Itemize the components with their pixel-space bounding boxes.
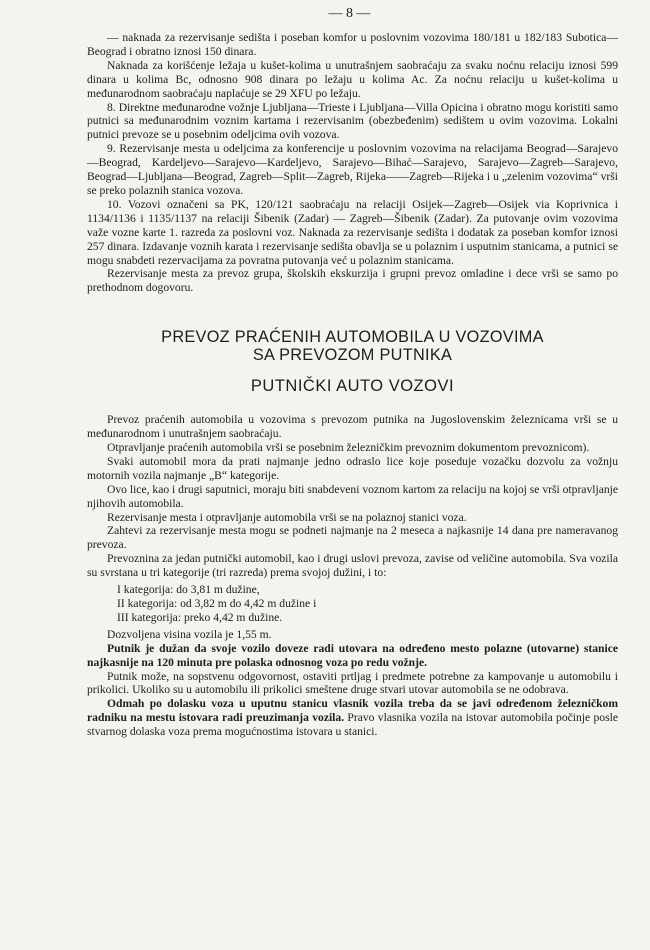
paragraph-group-reservations: Rezervisanje mesta za prevoz grupa, školskih ekskurzija i grupni prevoz omladine i dece vrši se samo po prethodnom dogovoru. (87, 267, 618, 295)
paragraph-point-10: 10. Vozovi označeni sa PK, 120/121 saobraćaju na relaciji Osijek—Zagreb—Osijek via Koprivnica i 1134/1136 i 1135/1137 na relaciji Šibenik (Zadar) — Zagreb—Šibenik (Zadar). Za putovanje ovim vozovima važe vozne karte 1. razreda za poslovni voz. Naknada za rezervisanje sedišta i dodatak za poseban komfor iznosi 257 dinara. Izdavanje voznih karata i rezervisanje sedišta obavlja se u polaznim i usputnim stanicama, a putnici se mogu snabdeti rezervacijama za povratna putovanja već u polaznim stanicama. (87, 197, 618, 267)
paragraph-utovar-bold: Putnik je dužan da svoje vozilo doveze radi utovara na određeno mesto polazne (utovarne) stanice najkasnije na 120 minuta pre polaska odnosnog voza po redu vožnje. (87, 641, 618, 669)
paragraph-point-9: 9. Rezervisanje mesta u odeljcima za konferencije u poslovnim vozovima na relacijama Beograd—Sarajevo—Beograd, Kardeljevo—Sarajevo—Kardeljevo, Sarajevo—Bihać—Sarajevo, Sarajevo—Zagreb—Sarajevo, Beograd—Ljubljana—Beograd, Zagreb—Split—Zagreb, Rijeka——Zagreb—Rijeka i u „zelenim vozovima“ vrši se preko polaznih stanica vozova. (87, 142, 618, 197)
paragraph-istovar (87, 697, 618, 739)
section-spacer (87, 295, 618, 329)
page-number: — 8 — (328, 6, 371, 21)
paragraph-prtljag: Putnik može, na sopstvenu odgovornost, ostaviti prtljag i predmete potrebne za kampovanje u automobilu i prikolici. Ukoliko su u automobilu ili prikolici smeštene druge stvari utovar automobila se ne odobrava. (87, 669, 618, 697)
category-item: II kategorija: od 3,82 m do 4,42 m dužine i (117, 597, 317, 610)
paragraph-prevoz-intro: Prevoz praćenih automobila u vozovima s prevozom putnika na Jugoslovenskim železnicama vrši se u međunarodnom i unutrašnjem saobraćaju. (87, 413, 618, 441)
paragraph-vozacka-dozvola: Svaki automobil mora da prati najmanje jedno odraslo lice koje poseduje vozačku dozvolu za vožnju motornih vozila najmanje „B“ kategorije. (87, 454, 618, 482)
subheading-auto-vozovi: PUTNIČKI AUTO VOZOVI (250, 377, 455, 396)
category-item: III kategorija: preko 4,42 m dužine. (117, 610, 283, 624)
istovar-bold-text: Odmah po dolasku voza u uputnu stanicu vlasnik vozila treba da se javi određenom železničkom radniku na mestu istovara radi preuzimanja vozila. (87, 697, 618, 725)
category-item: I kategorija: do 3,81 m dužine, (117, 583, 260, 597)
paragraph-zahtevi: Zahtevi za rezervisanje mesta mogu se podneti najmanje na 2 meseca a najkasnije 14 dana pre nameravanog prevoza. (87, 524, 618, 552)
paragraph-prevoznina: Prevoznina za jedan putnički automobil, kao i drugi uslovi prevoza, zavise od veličine automobila. Sva vozila su svrstana u tri kategorije (tri razreda) prema svojoj dužini, i to: (87, 552, 618, 580)
paragraph-naknada-lezaj: Naknada za korišćenje ležaja u kušet-kolima u unutrašnjem saobraćaju za svaku noćnu relaciju iznosi 599 dinara u kolima Bc, odnosno 908 dinara po ležaju u kolima Ac. Za noćnu relaciju u kušet-kolima u međunarodnom saobraćaju naplaćuje se 29 XFU po ležaju. (87, 58, 618, 100)
paragraph-otpravljanje: Otpravljanje praćenih automobila vrši se posebnim železničkim prevoznim dokumentom prevoznicom). (107, 441, 590, 455)
section-heading-line2: SA PREVOZOM PUTNIKA (252, 345, 453, 364)
paragraph-naknada-sediste: — naknada za rezervisanje sedišta i poseban komfor u poslovnim vozovima 180/181 u 182/183 Subotica—Beograd i obratno iznosi 150 dinara. (87, 31, 618, 58)
paragraph-visina: Dozvoljena visina vozila je 1,55 m. (107, 627, 272, 641)
category-list (87, 583, 618, 625)
paragraph-vozna-karta: Ovo lice, kao i drugi saputnici, moraju biti snabdeveni voznom kartom za relaciju na kojoj se vrši otpravljanje njihovih automobila. (87, 482, 618, 510)
istovar-rest-text: Pravo vlasnika vozila na istovar automobila počinje posle stvarnog dolaska voza prema mogućnostima istovara u stanici. (87, 711, 618, 739)
paragraph-point-8: 8. Direktne međunarodne vožnje Ljubljana—Trieste i Ljubljana—Villa Opicina i obratno mogu koristiti samo putnici sa međunarodnim voznim kartama i rezervisanim (obezbeđenim) sedištem u ovim vozovima. Lokalni putnici prevoze se u posebnim odeljcima ovih vozova. (87, 100, 618, 142)
section-heading-line1: PREVOZ PRAĆENIH AUTOMOBILA U VOZOVIMA (161, 328, 544, 347)
paragraph-rezervisanje: Rezervisanje mesta i otpravljanje automobila vrši se na polaznoj stanici voza. (107, 510, 467, 524)
